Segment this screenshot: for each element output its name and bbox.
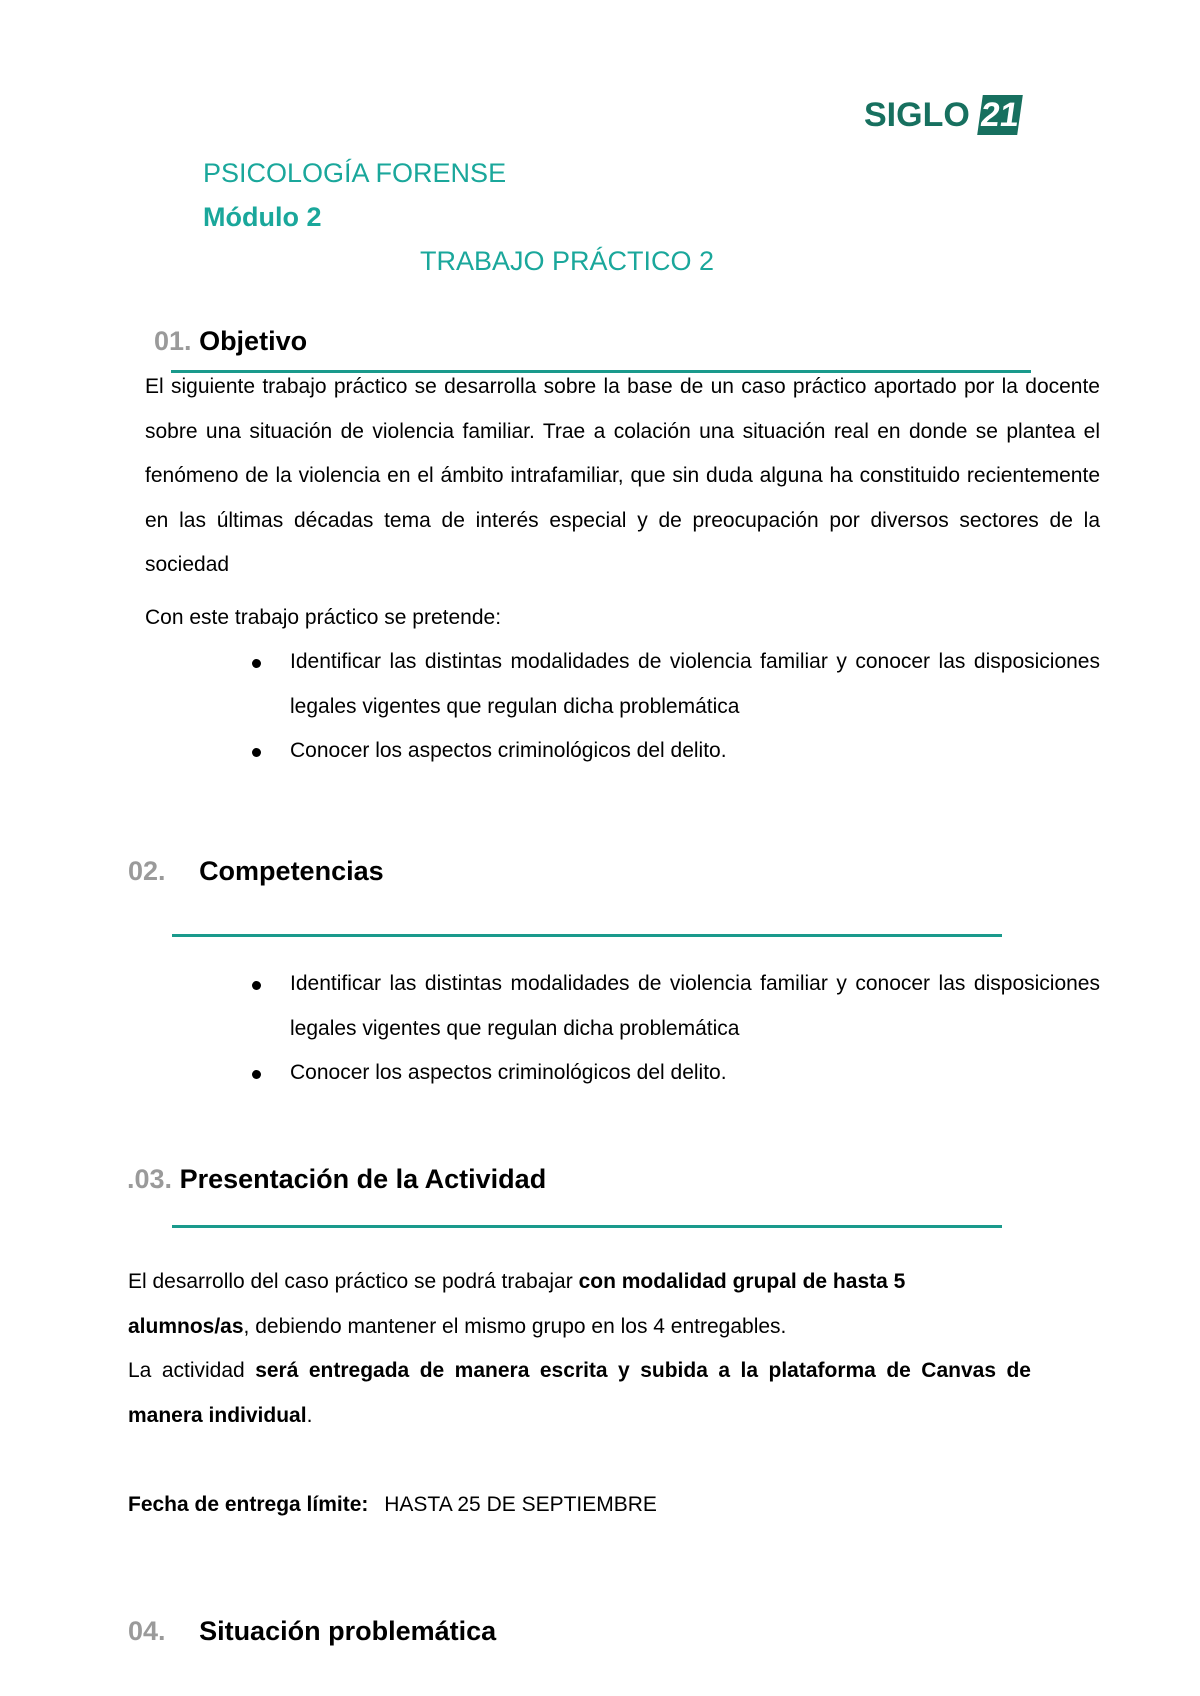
text-run: El desarrollo del caso práctico se podrá trabajar [128,1270,579,1293]
deadline-value: HASTA 25 DE SEPTIEMBRE [384,1493,657,1516]
section-01-intro: Con este trabajo práctico se pretende: [145,606,502,629]
section-03-number: .03. [127,1164,173,1194]
section-02-bullets [290,962,1100,1096]
list-item: Identificar las distintas modalidades de violencia familiar y conocer las disposiciones legales vigentes que regulan dicha problemática [290,640,1100,729]
section-02-rule [172,934,1002,937]
module-title: Módulo 2 [203,202,322,232]
siglo21-logo [864,94,1024,138]
section-03-title: Presentación de la Actividad [179,1164,547,1194]
deadline [128,1483,657,1528]
section-04-number: 04. [128,1616,166,1646]
section-03-rule [172,1225,1002,1228]
list-item: Conocer los aspectos criminológicos del delito. [290,729,1100,774]
course-title: PSICOLOGÍA FORENSE [203,158,507,188]
section-04-heading [128,1616,496,1647]
section-01-number: 01. [154,326,192,356]
section-01-body: El siguiente trabajo práctico se desarrolla sobre la base de un caso práctico aportado por la docente sobre una situación de violencia familiar. Trae a colación una situación real en donde se plantea el fenómeno de la violencia en el ámbito intrafamiliar, que sin duda alguna ha constituido recientemente en las últimas décadas tema de interés especial y de preocupación por diversos sectores de la sociedad [145,375,1100,576]
text-run-bold: será entregada de manera escrita y subida a la plataforma de Canvas de manera individual [128,1359,1031,1427]
section-04-title: Situación problemática [199,1616,497,1646]
list-item: Conocer los aspectos criminológicos del delito. [290,1051,1100,1096]
section-02-number: 02. [128,856,166,886]
work-title: TRABAJO PRÁCTICO 2 [420,246,715,276]
section-03-paragraph-1 [128,1260,988,1349]
logo-number: 21 [978,96,1022,134]
section-03-paragraph-2 [128,1349,1031,1438]
section-01-bullets [290,640,1100,774]
list-item: Identificar las distintas modalidades de violencia familiar y conocer las disposiciones legales vigentes que regulan dicha problemática [290,962,1100,1051]
text-run: . [306,1403,313,1427]
text-run: , debiendo mantener el mismo grupo en los 4 entregables. [243,1314,787,1338]
section-02-title: Competencias [199,856,384,886]
section-03-heading [127,1164,546,1195]
section-01-heading [154,326,307,357]
text-run-bold: con modalidad grupal de hasta 5 alumnos/as [128,1270,906,1338]
section-01-title: Objetivo [199,326,308,356]
logo-text: SIGLO [864,96,970,134]
deadline-label: Fecha de entrega límite: [128,1493,369,1516]
section-02-heading [128,856,384,887]
text-run: La actividad [128,1359,256,1382]
